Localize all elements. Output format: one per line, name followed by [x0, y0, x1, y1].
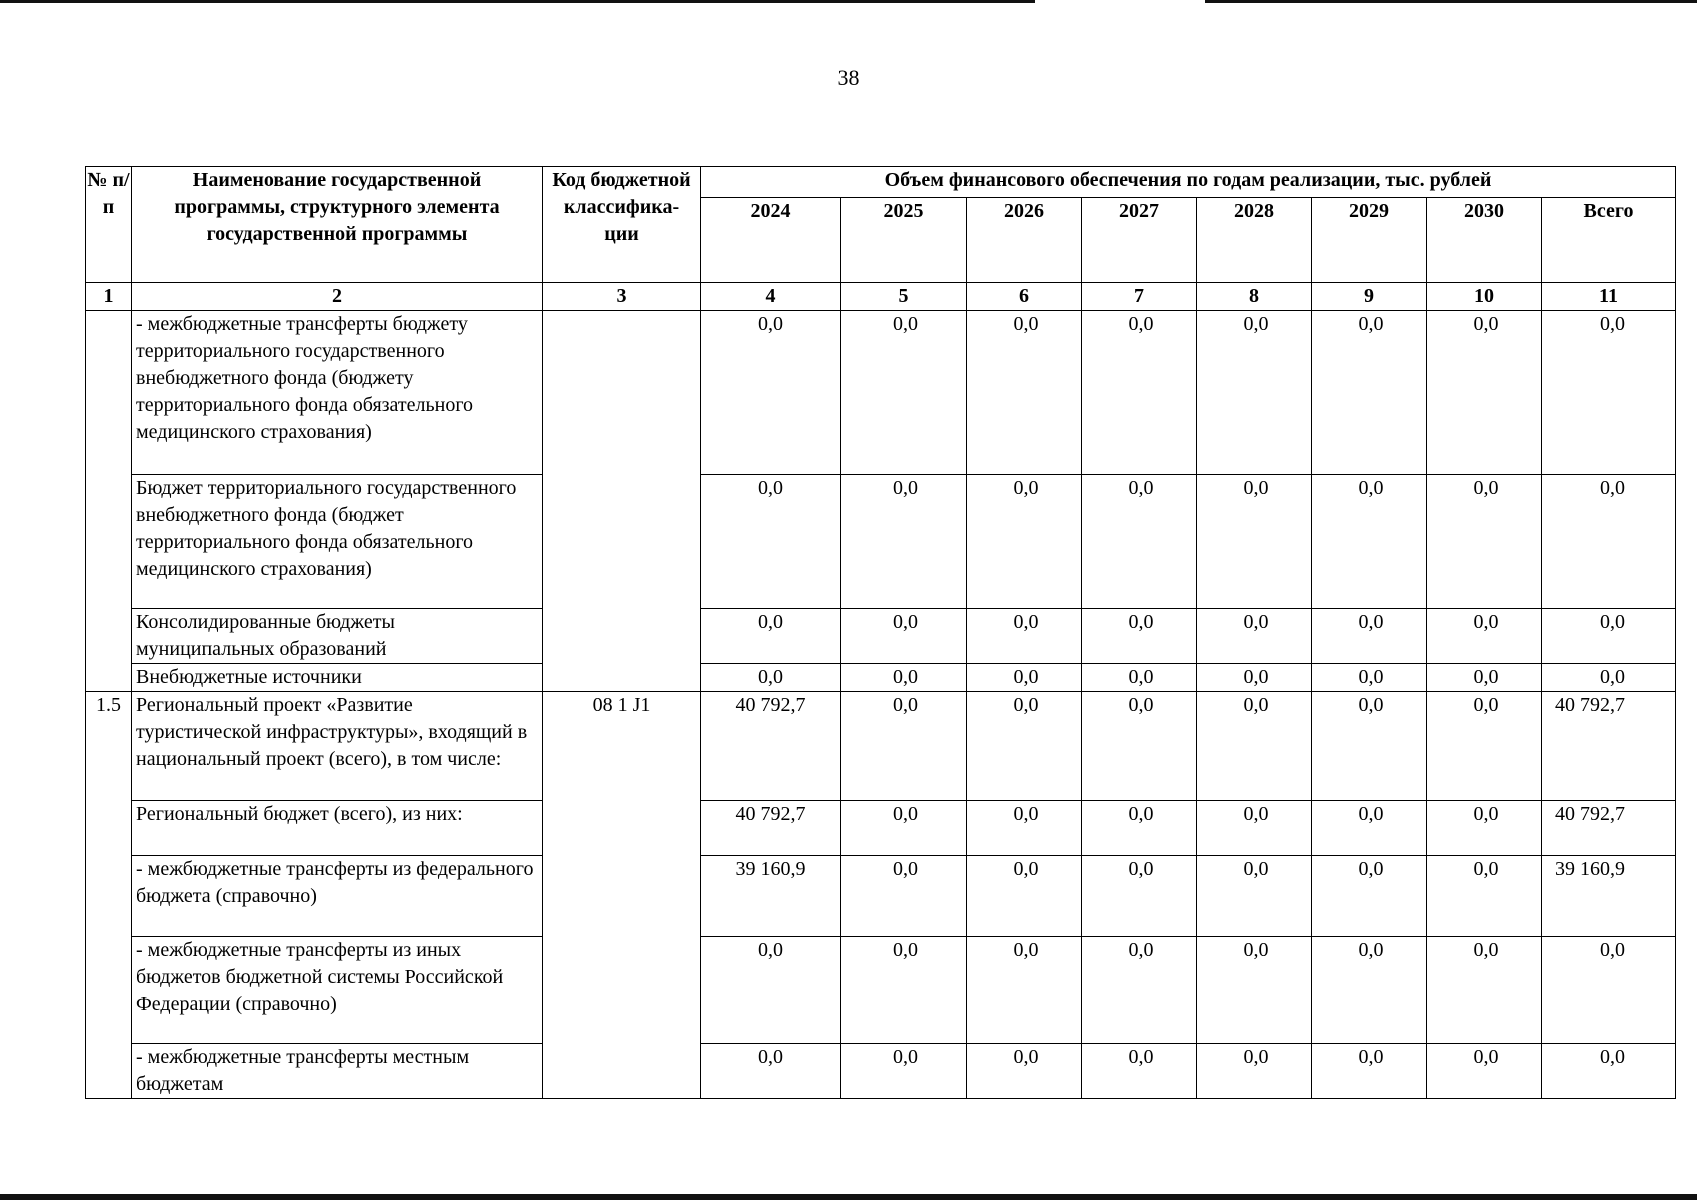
value-2030: 0,0: [1427, 609, 1542, 664]
value-2030: 0,0: [1427, 801, 1542, 856]
value-2030: 0,0: [1427, 856, 1542, 937]
value-total: 40 792,7: [1542, 692, 1676, 801]
header-year-2026: 2026: [967, 198, 1082, 283]
value-2026: 0,0: [967, 311, 1082, 475]
value-2027: 0,0: [1082, 937, 1197, 1044]
value-2025: 0,0: [841, 1044, 967, 1099]
index-cell: 6: [967, 283, 1082, 311]
value-2028: 0,0: [1197, 856, 1312, 937]
index-cell: 1: [86, 283, 132, 311]
row-number: 1.5: [86, 692, 132, 1099]
header-year-2029: 2029: [1312, 198, 1427, 283]
value-2024: 40 792,7: [701, 801, 841, 856]
table-row: [86, 664, 1676, 692]
value-2024: 0,0: [701, 609, 841, 664]
table-row: [86, 801, 1676, 856]
value-2026: 0,0: [967, 475, 1082, 609]
value-2026: 0,0: [967, 856, 1082, 937]
row-name: Бюджет территориального государственного внебюджетного фонда (бюджет территориального фонда обязательного медицинского страхования): [132, 475, 543, 609]
index-cell: 10: [1427, 283, 1542, 311]
index-cell: 3: [543, 283, 701, 311]
value-2030: 0,0: [1427, 664, 1542, 692]
header-year-2027: 2027: [1082, 198, 1197, 283]
value-2028: 0,0: [1197, 937, 1312, 1044]
value-2027: 0,0: [1082, 664, 1197, 692]
value-2024: 40 792,7: [701, 692, 841, 801]
header-col-code: Код бюджетной классифика- ции: [543, 167, 701, 283]
value-2028: 0,0: [1197, 692, 1312, 801]
page-number: 38: [837, 65, 860, 90]
value-2028: 0,0: [1197, 475, 1312, 609]
value-2025: 0,0: [841, 801, 967, 856]
value-2025: 0,0: [841, 664, 967, 692]
value-2024: 39 160,9: [701, 856, 841, 937]
value-2029: 0,0: [1312, 664, 1427, 692]
value-total: 0,0: [1542, 311, 1676, 475]
header-col-number: № п/п: [86, 167, 132, 283]
table-row: [86, 475, 1676, 609]
value-2026: 0,0: [967, 692, 1082, 801]
row-name: - межбюджетные трансферты из иных бюджетов бюджетной системы Российской Федерации (справочно): [132, 937, 543, 1044]
value-total: 0,0: [1542, 1044, 1676, 1099]
value-2025: 0,0: [841, 311, 967, 475]
value-2029: 0,0: [1312, 801, 1427, 856]
value-2028: 0,0: [1197, 801, 1312, 856]
value-total: 0,0: [1542, 664, 1676, 692]
value-2026: 0,0: [967, 937, 1082, 1044]
index-cell: 7: [1082, 283, 1197, 311]
value-2025: 0,0: [841, 692, 967, 801]
value-2029: 0,0: [1312, 311, 1427, 475]
value-total: 40 792,7: [1542, 801, 1676, 856]
row-name: Консолидированные бюджеты муниципальных образований: [132, 609, 543, 664]
header-year-2028: 2028: [1197, 198, 1312, 283]
row-name: - межбюджетные трансферты бюджету территориального государственного внебюджетного фонда (бюджету территориального фонда обязательного медицинского страхования): [132, 311, 543, 475]
value-2024: 0,0: [701, 937, 841, 1044]
value-2026: 0,0: [967, 664, 1082, 692]
value-2026: 0,0: [967, 1044, 1082, 1099]
value-2025: 0,0: [841, 937, 967, 1044]
table-row: [86, 937, 1676, 1044]
row-code: 08 1 J1: [543, 692, 701, 1099]
value-2026: 0,0: [967, 801, 1082, 856]
value-2024: 0,0: [701, 311, 841, 475]
value-2030: 0,0: [1427, 937, 1542, 1044]
row-name: Региональный бюджет (всего), из них:: [132, 801, 543, 856]
value-2027: 0,0: [1082, 609, 1197, 664]
value-2027: 0,0: [1082, 692, 1197, 801]
value-2024: 0,0: [701, 664, 841, 692]
value-2030: 0,0: [1427, 475, 1542, 609]
value-2025: 0,0: [841, 856, 967, 937]
scan-edge-bottom: [0, 1194, 1697, 1200]
value-2030: 0,0: [1427, 1044, 1542, 1099]
value-2028: 0,0: [1197, 1044, 1312, 1099]
index-cell: 2: [132, 283, 543, 311]
index-cell: 11: [1542, 283, 1676, 311]
row-name: Внебюджетные источники: [132, 664, 543, 692]
row-name: Региональный проект «Развитие туристической инфраструктуры», входящий в национальный проект (всего), в том числе:: [132, 692, 543, 801]
value-2028: 0,0: [1197, 664, 1312, 692]
header-row-1: [86, 167, 1676, 198]
value-2030: 0,0: [1427, 311, 1542, 475]
value-total: 0,0: [1542, 609, 1676, 664]
value-2027: 0,0: [1082, 1044, 1197, 1099]
index-cell: 4: [701, 283, 841, 311]
value-total: 39 160,9: [1542, 856, 1676, 937]
value-2025: 0,0: [841, 609, 967, 664]
table-row: [86, 856, 1676, 937]
table-row: [86, 609, 1676, 664]
value-2027: 0,0: [1082, 475, 1197, 609]
index-cell: 9: [1312, 283, 1427, 311]
value-2029: 0,0: [1312, 937, 1427, 1044]
row-name: - межбюджетные трансферты из федерального бюджета (справочно): [132, 856, 543, 937]
value-2027: 0,0: [1082, 856, 1197, 937]
value-2029: 0,0: [1312, 609, 1427, 664]
header-year-2030: 2030: [1427, 198, 1542, 283]
value-2030: 0,0: [1427, 692, 1542, 801]
value-total: 0,0: [1542, 937, 1676, 1044]
index-cell: 8: [1197, 283, 1312, 311]
value-2029: 0,0: [1312, 475, 1427, 609]
header-index-row: [86, 283, 1676, 311]
value-2029: 0,0: [1312, 692, 1427, 801]
header-year-2024: 2024: [701, 198, 841, 283]
funding-table: [85, 166, 1676, 1099]
header-year-2025: 2025: [841, 198, 967, 283]
table-row: [86, 692, 1676, 801]
value-2025: 0,0: [841, 475, 967, 609]
header-col-name: Наименование государственной программы, структурного элемента государственной программы: [132, 167, 543, 283]
header-col-funding: Объем финансового обеспечения по годам реализации, тыс. рублей: [701, 167, 1676, 198]
row-code-cell: [543, 311, 701, 692]
row-number-cell: [86, 311, 132, 692]
scan-edge-top: [0, 0, 1697, 3]
table-row: [86, 1044, 1676, 1099]
value-2028: 0,0: [1197, 609, 1312, 664]
index-cell: 5: [841, 283, 967, 311]
table-row: [86, 311, 1676, 475]
value-2027: 0,0: [1082, 311, 1197, 475]
value-2028: 0,0: [1197, 311, 1312, 475]
value-2024: 0,0: [701, 1044, 841, 1099]
value-2029: 0,0: [1312, 1044, 1427, 1099]
value-2024: 0,0: [701, 475, 841, 609]
value-2029: 0,0: [1312, 856, 1427, 937]
value-2027: 0,0: [1082, 801, 1197, 856]
value-total: 0,0: [1542, 475, 1676, 609]
header-total: Всего: [1542, 198, 1676, 283]
value-2026: 0,0: [967, 609, 1082, 664]
row-name: - межбюджетные трансферты местным бюджетам: [132, 1044, 543, 1099]
